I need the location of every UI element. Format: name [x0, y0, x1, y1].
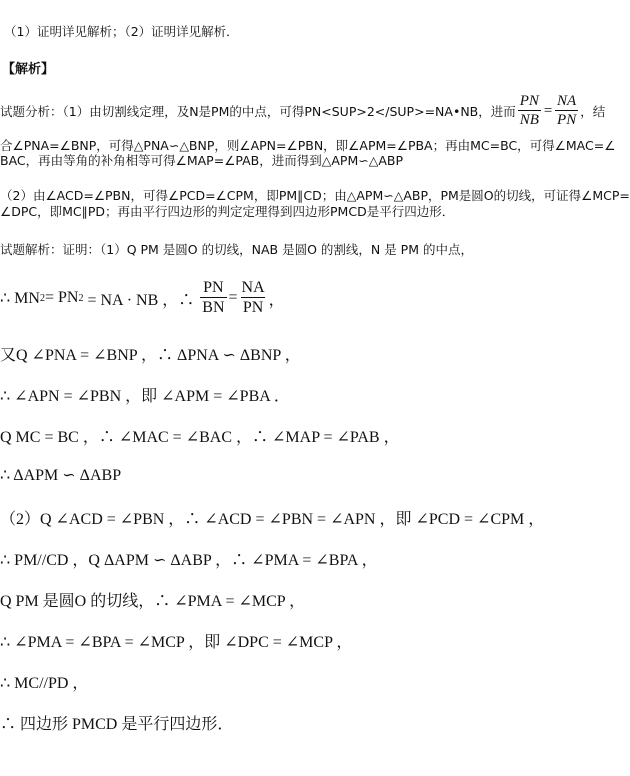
solution-step-5: ∴ ΔAPM ∽ ΔABP: [0, 467, 122, 484]
analysis-fraction-1-numerator: PN: [519, 93, 539, 109]
analysis-fraction-2-numerator: NA: [557, 93, 577, 109]
step1-fraction-2-numerator: NA: [241, 279, 265, 296]
solution-step-10: ∴ MC//PD ，: [0, 675, 89, 692]
step1-fraction-2-denominator: PN: [242, 299, 264, 316]
solution-step-8: Q PM 是圆O 的切线，∴ ∠PMA = ∠MCP ，: [0, 593, 306, 610]
step1-equals: =: [228, 289, 238, 306]
step1-fraction-1: [200, 280, 226, 316]
step1-fraction-1-denominator: BN: [202, 299, 225, 316]
analysis-fraction-1-denominator: NB: [519, 112, 539, 128]
analysis-equals: =: [542, 102, 554, 119]
step1-fraction-2: [240, 280, 267, 316]
solution-intro: 试题解析：证明：（1）Q PM 是圆O 的切线，NAB 是圆O 的割线，N 是 PM 的中点，: [0, 242, 473, 257]
analysis-line-1: [0, 94, 605, 128]
step1-end: ，: [268, 291, 285, 309]
solution-step-4: Q MC = BC ，∴ ∠MAC = ∠BAC ，∴ ∠MAP = ∠PAB ，: [0, 429, 400, 446]
solution-step-7: ∴ PM//CD ，Q ΔAPM ∽ ΔABP ，∴ ∠PMA = ∠BPA ，: [0, 552, 378, 569]
analysis-line-5: ∠DPC，即MC∥PD；再由平行四边形的判定定理得到四边形PMCD是平行四边形．: [0, 204, 455, 219]
solution-step-2: 又Q ∠PNA = ∠BNP ，∴ ΔPNA ∽ ΔBNP ，: [0, 347, 301, 364]
solution-step-9: ∴ ∠PMA = ∠BPA = ∠MCP ，即 ∠DPC = ∠MCP ，: [0, 634, 353, 651]
step1-exponent-1: 2: [39, 292, 45, 304]
analysis-fraction-1: [518, 94, 541, 128]
analysis-text-1b: ，结: [580, 104, 606, 119]
step1-fraction-1-numerator: PN: [203, 279, 224, 296]
analysis-line-4: （2）由∠ACD=∠PBN，可得∠PCD=∠CPM，即PM∥CD；由△APM∽△ABP，PM是圆O的切线，可证得∠MCP=: [0, 188, 630, 203]
step1-text-c: = NA · NB ，∴: [83, 291, 199, 309]
solution-step-3: ∴ ∠APN = ∠PBN ，即 ∠APM = ∠PBA ．: [0, 388, 290, 405]
solution-step-1: [0, 280, 285, 316]
analysis-fraction-2-denominator: PN: [557, 112, 577, 128]
solution-step-11: ∴ 四边形 PMCD 是平行四边形．: [0, 716, 234, 733]
step1-exponent-2: 2: [78, 292, 84, 304]
section-title: 【解析】: [2, 62, 55, 77]
analysis-fraction-2: [555, 94, 578, 128]
step1-text-a: ∴ MN: [0, 290, 40, 307]
analysis-text-1a: 试题分析：（1）由切割线定理，及N是PM的中点，可得PN<SUP>2</SUP>=NA•NB，进而: [0, 104, 516, 119]
solution-step-6: （2）Q ∠ACD = ∠PBN ，∴ ∠ACD = ∠PBN = ∠APN ，即 ∠PCD = ∠CPM ，: [0, 511, 545, 528]
step1-text-b: = PN: [44, 289, 79, 306]
analysis-line-2: 合∠PNA=∠BNP，可得△PNA∽△BNP，则∠APN=∠PBN，即∠APM=∠PBA；再由MC=BC，可得∠MAC=∠: [0, 138, 616, 153]
analysis-line-3: BAC，再由等角的补角相等可得∠MAP=∠PAB，进而得到△APM∽△ABP: [0, 153, 403, 168]
answer-line: （1）证明详见解析；（2）证明详见解析．: [4, 24, 239, 39]
